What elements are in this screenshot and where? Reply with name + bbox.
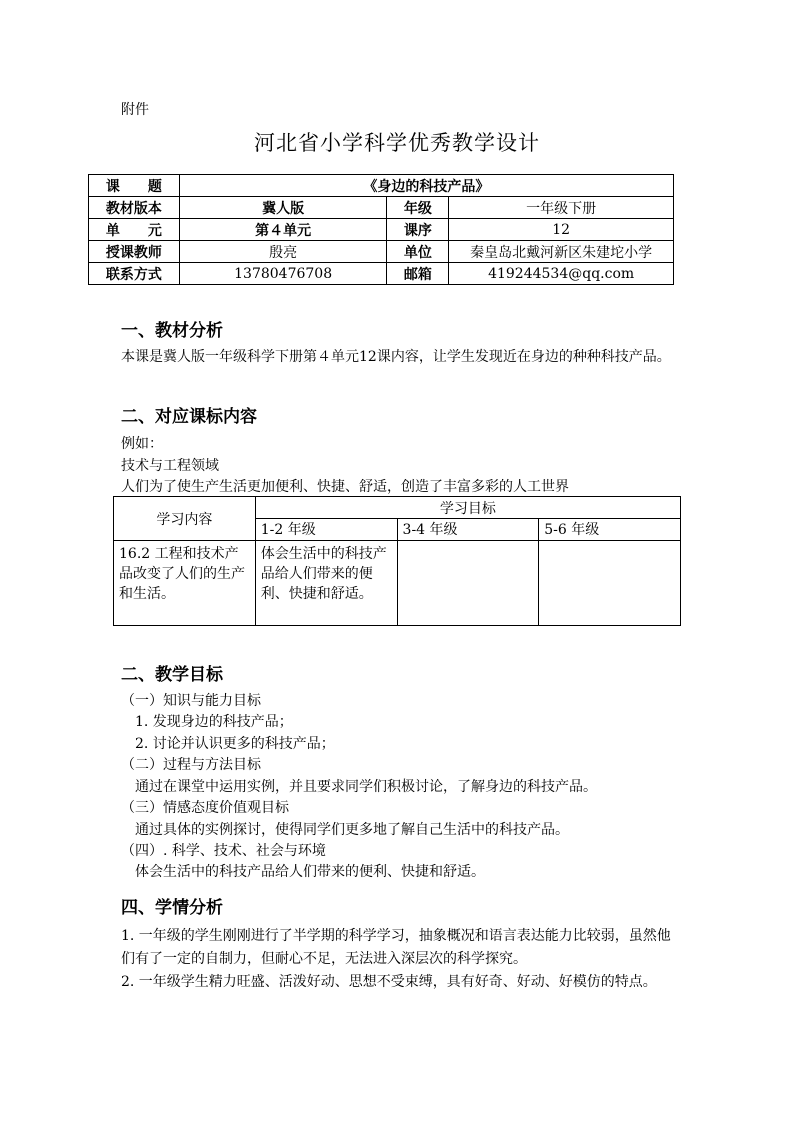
contact-label: 联系方式: [89, 263, 180, 285]
email-label: 邮箱: [387, 263, 449, 285]
edition-value: 冀人版: [179, 197, 387, 219]
goal-header: 学习目标: [255, 497, 680, 519]
section-heading-curriculum-standards: 二、对应课标内容: [121, 407, 257, 427]
lesson-info-table: [88, 174, 674, 285]
goal-item: （一）知识与能力目标: [121, 693, 261, 709]
grade-label: 年级: [387, 197, 449, 219]
table-row: [89, 263, 674, 285]
curriculum-line: 例如：: [121, 436, 163, 452]
document-title: 河北省小学科学优秀教学设计: [254, 131, 540, 155]
unit-label: 单 元: [89, 219, 180, 241]
lesson-label: 课序: [387, 219, 449, 241]
teacher-label: 授课教师: [89, 241, 180, 263]
section-heading-material-analysis: 一、教材分析: [121, 321, 223, 341]
attachment-label: 附件: [121, 102, 149, 118]
curriculum-line: 技术与工程领域: [121, 458, 219, 474]
table-row: [89, 175, 674, 197]
content-header: 学习内容: [114, 497, 256, 541]
table-row: [114, 497, 681, 519]
goal-item: 体会生活中的科技产品给人们带来的便利、快捷和舒适。: [135, 864, 485, 880]
grade-header: 5-6 年级: [539, 519, 681, 541]
student-analysis-paragraph: 1. 一年级的学生刚刚进行了半学期的科学学习，抽象概况和语言表达能力比较弱，虽然他们有了一定的自制力，但耐心不足，无法进入深层次的科学探究。: [121, 928, 671, 967]
learning-goals-table: [113, 496, 681, 626]
table-row: [89, 197, 674, 219]
goal-item: 通过具体的实例探讨，使得同学们更多地了解自己生活中的科技产品。: [135, 822, 569, 838]
table-row: [89, 219, 674, 241]
learning-content-cell: 16.2 工程和技术产品改变了人们的生产和生活。: [114, 541, 256, 626]
goal-item: （四）. 科学、技术、社会与环境: [121, 843, 326, 859]
curriculum-line: 人们为了使生产生活更加便利、快捷、舒适，创造了丰富多彩的人工世界: [121, 479, 569, 495]
contact-value: 13780476708: [179, 263, 387, 285]
grade-header: 1-2 年级: [255, 519, 397, 541]
topic-label: 课 题: [89, 175, 180, 197]
teacher-value: 殷亮: [179, 241, 387, 263]
topic-value: 《身边的科技产品》: [179, 175, 673, 197]
goal-cell-5-6: [539, 541, 681, 626]
goal-item: （三）情感态度价值观目标: [121, 800, 289, 816]
email-value: 419244534@qq.com: [449, 263, 674, 285]
section-heading-teaching-goals: 二、教学目标: [121, 665, 223, 685]
school-label: 单位: [387, 241, 449, 263]
student-analysis-paragraph: 2. 一年级学生精力旺盛、活泼好动、思想不受束缚，具有好奇、好动、好模仿的特点。: [121, 974, 657, 990]
unit-value: 第４单元: [179, 219, 387, 241]
table-row: [89, 241, 674, 263]
goal-item: 通过在课堂中运用实例，并且要求同学们积极讨论，了解身边的科技产品。: [135, 779, 597, 795]
lesson-value: 12: [449, 219, 674, 241]
school-value: 秦皇岛北戴河新区朱建坨小学: [449, 241, 674, 263]
goal-item: （二）过程与方法目标: [121, 757, 261, 773]
grade-header: 3-4 年级: [397, 519, 539, 541]
goal-cell-3-4: [397, 541, 539, 626]
material-analysis-text: 本课是冀人版一年级科学下册第４单元12课内容，让学生发现近在身边的种种科技产品。: [121, 349, 671, 365]
section-heading-student-analysis: 四、学情分析: [121, 898, 223, 918]
table-row: [114, 541, 681, 626]
goal-item: 1. 发现身边的科技产品；: [135, 714, 293, 730]
goal-item: 2. 讨论并认识更多的科技产品；: [135, 736, 335, 752]
goal-cell-1-2: 体会生活中的科技产品给人们带来的便利、快捷和舒适。: [255, 541, 397, 626]
edition-label: 教材版本: [89, 197, 180, 219]
grade-value: 一年级下册: [449, 197, 674, 219]
